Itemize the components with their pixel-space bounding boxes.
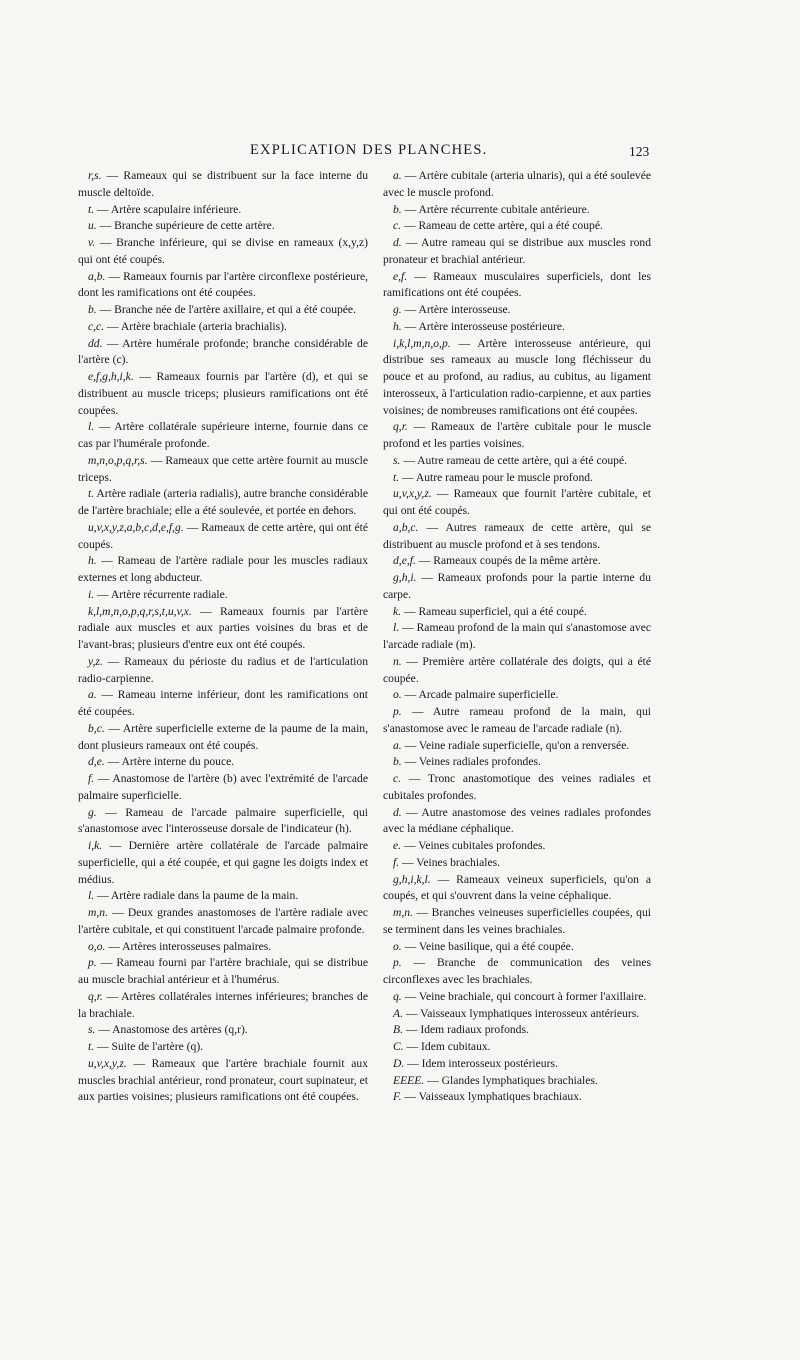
legend-text: — Rameaux musculaires superficiels, dont les ramifications ont été coupées. <box>383 269 651 300</box>
legend-entry <box>78 218 368 235</box>
legend-entry <box>383 269 651 303</box>
legend-text: — Rameau de cette artère, qui a été coupé. <box>401 219 603 233</box>
legend-key: p. <box>88 956 97 970</box>
legend-key: t. <box>88 1040 95 1053</box>
legend-key: m,n,o,p,q,r,s. <box>88 453 148 467</box>
legend-key: e,f. <box>393 269 408 283</box>
legend-text: — Rameaux profonds pour la partie interne du carpe. <box>383 571 651 601</box>
legend-text: — Idem interosseux postérieurs. <box>404 1056 558 1070</box>
legend-key: q,r. <box>88 989 103 1003</box>
legend-entry <box>383 687 651 704</box>
legend-text: — Branche née de l'artère axillaire, et qui a été coupée. <box>96 303 356 316</box>
legend-text: — Dernière artère collatérale de l'arcade palmaire superficielle, qui a été coupée, et qui gagne les doigts index et médius. <box>78 839 368 886</box>
legend-entry <box>383 486 651 520</box>
legend-key: n. <box>393 654 402 668</box>
legend-text: — Branche de communication des veines circonflexes avec les brachiales. <box>383 956 651 986</box>
legend-text: — Vaisseaux lymphatiques interosseux antérieurs. <box>402 1006 640 1020</box>
legend-key: a. <box>393 169 402 182</box>
legend-key: c. <box>393 219 402 233</box>
legend-entry <box>383 570 651 604</box>
legend-key: C. <box>393 1040 404 1053</box>
legend-key: g,h,i. <box>393 571 417 584</box>
legend-key: b,c. <box>88 721 105 735</box>
legend-entry <box>78 838 368 888</box>
legend-text: — Anastomose des artères (q,r). <box>95 1023 248 1037</box>
legend-entry <box>383 905 651 939</box>
legend-key: b. <box>88 303 97 316</box>
legend-key: m,n. <box>88 906 108 919</box>
legend-text: — Anastomose de l'artère (b) avec l'extrémité de l'arcade palmaire superficielle. <box>78 772 368 802</box>
legend-text: — Rameau interne inférieur, dont les ramifications ont été coupées. <box>78 688 368 718</box>
page-header <box>0 142 800 162</box>
legend-entry <box>78 168 368 202</box>
legend-text: — Deux grandes anastomoses de l'artère radiale avec l'artère cubitale, et qui constituent l'arcade palmaire profonde. <box>78 906 368 936</box>
legend-entry <box>383 838 651 855</box>
legend-key: l. <box>88 420 95 434</box>
legend-key: A. <box>393 1006 403 1020</box>
legend-key: m,n. <box>393 906 413 919</box>
legend-entry <box>78 269 368 303</box>
legend-text: — Glandes lymphatiques brachiales. <box>424 1073 598 1087</box>
legend-text: — Artère interosseuse antérieure, qui distribue ses rameaux au muscle long fléchisseur du pouce et au profond, au radius, au cubitus, au ligament interosseux, à l'articulation radio-carpienne, et aux parties voisines; de nombreuses ramifications ont été coupées. <box>383 336 651 417</box>
legend-key: u,v,x,y,z. <box>88 1056 127 1070</box>
legend-key: F. <box>393 1090 402 1104</box>
legend-text: — Première artère collatérale des doigts, qui a été coupée. <box>383 654 651 685</box>
legend-key: d,e. <box>88 755 105 769</box>
legend-key: d. <box>393 236 402 249</box>
legend-text: — Veine brachiale, qui concourt à former l'axillaire. <box>401 989 647 1003</box>
legend-key: o. <box>393 688 402 702</box>
legend-entry <box>383 754 651 771</box>
legend-entry <box>78 939 368 956</box>
legend-key: v. <box>88 236 96 249</box>
legend-key: t. <box>88 202 95 216</box>
legend-key: c. <box>393 772 402 785</box>
legend-entry <box>78 202 368 219</box>
legend-entry <box>383 939 651 956</box>
legend-text: — Veine radiale superficielle, qu'on a renversée. <box>401 738 630 752</box>
legend-text: — Veine basilique, qui a été coupée. <box>401 939 574 953</box>
legend-entry <box>383 1056 651 1073</box>
legend-text: — Rameaux de l'artère cubitale pour le muscle profond et les parties voisines. <box>383 420 651 450</box>
legend-entry <box>383 805 651 839</box>
legend-entry <box>383 218 651 235</box>
legend-key: a. <box>393 738 402 752</box>
legend-entry <box>383 654 651 688</box>
legend-entry <box>383 202 651 219</box>
legend-entry <box>78 1056 368 1106</box>
legend-entry <box>78 302 368 319</box>
legend-text: — Rameaux fournis par l'artère radiale aux muscles et aux parties voisines du bras et de l'avant-bras; plusieurs d'entre eux ont été coupés. <box>78 604 368 651</box>
legend-text: — Autre anastomose des veines radiales profondes avec la médiane céphalique. <box>383 805 651 836</box>
legend-key: dd. <box>88 336 103 350</box>
legend-key: f. <box>88 772 95 785</box>
legend-text: Artère radiale (arteria radialis), autre branche considérable de l'artère brachiale; elle a été soulevée, et portée en dehors. <box>78 487 368 517</box>
legend-key: l. <box>393 621 400 635</box>
legend-text: — Vaisseaux lymphatiques brachiaux. <box>401 1090 582 1104</box>
legend-key: a. <box>88 688 97 702</box>
legend-entry <box>383 1039 651 1056</box>
legend-key: o. <box>393 939 402 953</box>
legend-text: — Rameau profond de la main qui s'anastomose avec l'arcade radiale (m). <box>383 621 651 651</box>
legend-key: b. <box>393 202 402 216</box>
legend-text: — Artères collatérales internes inférieures; branches de la brachiale. <box>78 989 368 1020</box>
legend-text: — Rameau de l'artère radiale pour les muscles radiaux externes et long abducteur. <box>78 554 368 584</box>
legend-entry <box>383 1089 651 1106</box>
legend-key: s. <box>88 1023 96 1037</box>
legend-entry <box>78 1022 368 1039</box>
legend-entry <box>78 721 368 755</box>
legend-text: — Branches veineuses superficielles coupées, qui se terminent dans les veines brachiales. <box>383 906 651 936</box>
legend-text: — Veines radiales profondes. <box>401 755 541 769</box>
legend-text: — Autre rameau profond de la main, qui s'anastomose avec le rameau de l'arcade radiale (n). <box>383 705 651 735</box>
legend-entry <box>78 654 368 688</box>
legend-entry <box>78 989 368 1023</box>
legend-entry <box>383 235 651 269</box>
legend-key: b. <box>393 755 402 769</box>
legend-key: h. <box>393 319 402 333</box>
legend-key: h. <box>88 554 97 568</box>
legend-entry <box>383 1022 651 1039</box>
legend-text: — Suite de l'artère (q). <box>94 1040 204 1053</box>
legend-entry <box>78 520 368 554</box>
legend-text: — Rameaux fournis par l'artère (d), et qui se distribuent au muscle triceps; plusieurs ramifications ont été coupées. <box>78 370 368 417</box>
legend-key: r,s. <box>88 169 102 182</box>
legend-key: p. <box>393 956 402 970</box>
legend-text: — Veines brachiales. <box>399 855 501 869</box>
legend-text: — Rameaux du périoste du radius et de l'articulation radio-carpienne. <box>78 654 368 685</box>
legend-key: a,b,c. <box>393 520 419 534</box>
legend-key: g. <box>88 805 97 819</box>
legend-entry <box>78 369 368 419</box>
legend-text: — Artère récurrente radiale. <box>94 587 228 601</box>
page-number: 123 <box>629 144 650 159</box>
legend-key: f. <box>393 855 400 869</box>
legend-key: u,v,x,y,z. <box>393 487 432 501</box>
legend-text: — Rameaux fournis par l'artère circonflexe postérieure, dont les ramifications ont été coupées. <box>78 269 368 300</box>
legend-text: — Autre rameau de cette artère, qui a été coupé. <box>400 453 628 467</box>
legend-key: u. <box>88 219 97 233</box>
legend-entry <box>383 453 651 470</box>
legend-entry <box>383 855 651 872</box>
legend-text: — Rameau de l'arcade palmaire superficielle, qui s'anastomose avec l'interosseuse dorsale de l'indicateur (h). <box>78 805 368 836</box>
legend-text: — Autre rameau pour le muscle profond. <box>399 470 593 484</box>
legend-text: — Rameau superficiel, qui a été coupé. <box>401 604 587 618</box>
legend-key: g,h,i,k,l. <box>393 872 431 886</box>
legend-entry <box>383 319 651 336</box>
legend-text: — Idem cubitaux. <box>403 1040 491 1053</box>
legend-entry <box>383 604 651 621</box>
legend-key: D. <box>393 1056 405 1070</box>
legend-key: p. <box>393 705 402 718</box>
legend-key: a,b. <box>88 269 106 283</box>
legend-key: q. <box>393 989 402 1003</box>
left-column <box>78 168 368 1106</box>
legend-text: — Artère cubitale (arteria ulnaris), qui a été soulevée avec le muscle profond. <box>383 169 651 199</box>
legend-entry <box>78 587 368 604</box>
legend-entry <box>78 888 368 905</box>
legend-text: — Artère collatérale supérieure interne, fournie dans ce cas par l'humérale profonde. <box>78 420 368 450</box>
legend-key: EEEE. <box>393 1073 425 1087</box>
legend-entry <box>383 553 651 570</box>
legend-entry <box>383 771 651 805</box>
legend-key: l. <box>88 889 95 903</box>
legend-entry <box>383 336 651 420</box>
legend-text: — Rameaux de cette artère, qui ont été coupés. <box>78 520 368 551</box>
legend-text: — Rameaux que l'artère brachiale fournit aux muscles brachial antérieur, rond pronateur, court supinateur, et aux parties voisines; plusieurs ramifications ont été coupées. <box>78 1056 368 1104</box>
legend-entry <box>383 1006 651 1023</box>
legend-text: — Autres rameaux de cette artère, qui se distribuent au muscle profond et à ses tendons. <box>383 520 651 551</box>
legend-entry <box>78 754 368 771</box>
legend-text: — Arcade palmaire superficielle. <box>401 688 559 702</box>
legend-entry <box>383 470 651 487</box>
legend-key: y,z. <box>88 654 103 668</box>
legend-entry <box>383 1073 651 1090</box>
legend-key: d. <box>393 805 402 819</box>
legend-key: e. <box>393 839 402 852</box>
legend-entry <box>383 989 651 1006</box>
legend-entry <box>383 872 651 906</box>
legend-entry <box>78 905 368 939</box>
legend-key: u,v,x,y,z,a,b,c,d,e,f,g. <box>88 520 184 534</box>
legend-entry <box>383 520 651 554</box>
legend-key: i,k. <box>88 839 103 852</box>
legend-text: — Artère interosseuse. <box>401 303 511 316</box>
legend-key: s. <box>393 453 401 467</box>
legend-entry <box>383 955 651 989</box>
legend-key: t. <box>393 470 400 484</box>
legend-entry <box>78 687 368 721</box>
legend-text: — Artère superficielle externe de la paume de la main, dont plusieurs rameaux ont été coupés. <box>78 721 368 752</box>
legend-key: o,o. <box>88 939 106 953</box>
legend-text: — Artère récurrente cubitale antérieure. <box>401 202 590 216</box>
legend-entry <box>383 302 651 319</box>
legend-entry <box>78 419 368 453</box>
legend-key: B. <box>393 1023 403 1037</box>
legend-entry <box>78 1039 368 1056</box>
legend-text: — Artère brachiale (arteria brachialis). <box>104 319 287 333</box>
legend-entry <box>78 955 368 989</box>
legend-entry <box>383 419 651 453</box>
legend-text: — Branche inférieure, qui se divise en rameaux (x,y,z) qui ont été coupés. <box>78 236 368 266</box>
legend-text: — Artères interosseuses palmaires. <box>105 939 272 953</box>
legend-text: — Artère interosseuse postérieure. <box>401 319 565 333</box>
legend-entry <box>78 553 368 587</box>
legend-text: — Tronc anastomotique des veines radiales et cubitales profondes. <box>383 772 651 802</box>
legend-text: — Rameaux coupés de la même artère. <box>415 554 601 568</box>
legend-key: k. <box>393 604 402 618</box>
legend-key: t. <box>88 487 95 501</box>
legend-text: — Artère humérale profonde; branche considérable de l'artère (c). <box>78 336 368 367</box>
legend-entry <box>383 620 651 654</box>
legend-key: g. <box>393 303 402 316</box>
legend-entry <box>78 235 368 269</box>
running-title: EXPLICATION DES PLANCHES. <box>250 142 488 158</box>
legend-entry <box>78 805 368 839</box>
legend-entry <box>78 771 368 805</box>
legend-text: — Branche supérieure de cette artère. <box>96 219 275 233</box>
right-column <box>383 168 651 1106</box>
legend-entry <box>383 738 651 755</box>
legend-entry <box>78 453 368 487</box>
legend-key: c,c. <box>88 319 105 333</box>
legend-text: — Artère radiale dans la paume de la main. <box>94 889 299 903</box>
legend-key: i,k,l,m,n,o,p. <box>393 336 451 350</box>
legend-entry <box>78 604 368 654</box>
legend-entry <box>383 168 651 202</box>
legend-text: — Autre rameau qui se distribue aux muscles rond pronateur et brachial antérieur. <box>383 236 651 266</box>
legend-text: — Veines cubitales profondes. <box>401 839 546 852</box>
legend-text: — Rameaux qui se distribuent sur la face interne du muscle deltoïde. <box>78 169 368 199</box>
legend-key: k,l,m,n,o,p,q,r,s,t,u,v,x. <box>88 604 192 618</box>
legend-entry <box>78 336 368 370</box>
legend-key: i. <box>88 587 95 601</box>
legend-key: e,f,g,h,i,k. <box>88 370 134 383</box>
legend-text: — Artère scapulaire inférieure. <box>94 202 242 216</box>
legend-entry <box>383 704 651 738</box>
legend-text: — Artère interne du pouce. <box>104 755 235 769</box>
legend-text: — Idem radiaux profonds. <box>402 1023 529 1037</box>
legend-text: — Rameaux que cette artère fournit au muscle triceps. <box>78 453 368 484</box>
legend-key: d,e,f. <box>393 554 416 568</box>
legend-key: q,r. <box>393 420 408 434</box>
legend-entry <box>78 319 368 336</box>
legend-text: — Rameaux veineux superficiels, qu'on a coupés, et qui s'ouvrent dans la veine céphalique. <box>383 872 651 903</box>
legend-entry <box>78 486 368 520</box>
legend-text: — Rameau fourni par l'artère brachiale, qui se distribue au muscle brachial antérieur et à l'humérus. <box>78 956 368 986</box>
legend-text: — Rameaux que fournit l'artère cubitale, et qui ont été coupés. <box>383 487 651 517</box>
